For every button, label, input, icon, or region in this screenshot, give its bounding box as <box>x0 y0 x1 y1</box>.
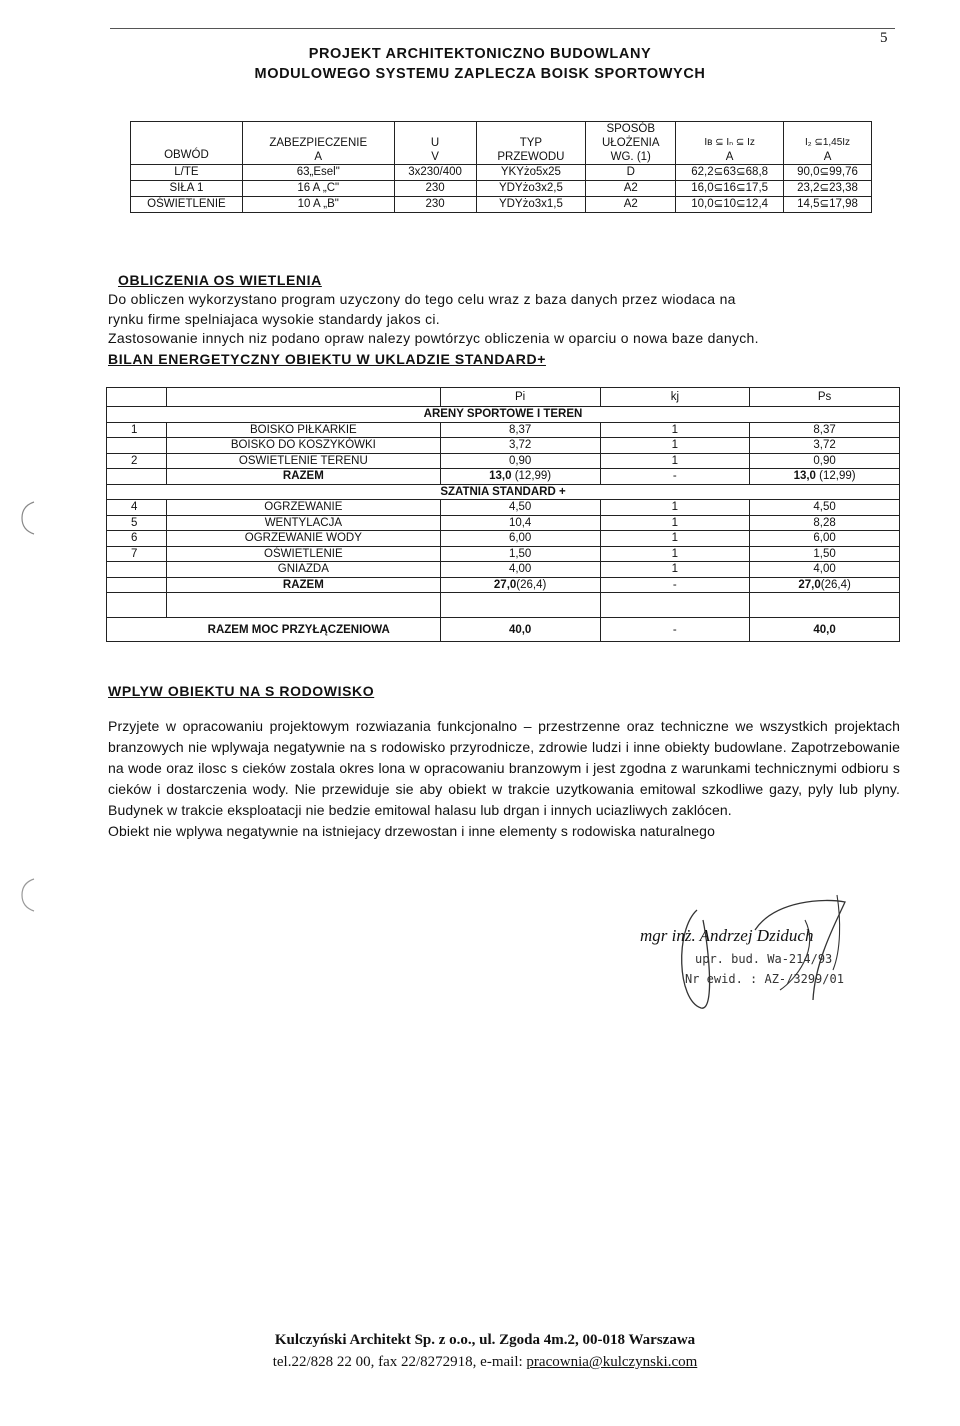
row-number <box>107 562 167 578</box>
row-pi: 3,72 <box>440 438 600 454</box>
row-kj: 1 <box>600 453 750 469</box>
cell: L/TE <box>131 165 243 181</box>
environment-paragraph-1: Przyjete w opracowaniu projektowym rozwiazania funkcjonalno – przestrzenne oraz techniczne we wszystkich projektach branzowych nie wplywaja negatywnie na s rodowisko przyrodnicze, zdrowie ludzi i inne obiekty budowlane. Zapotrzebowanie na wode oraz ilosc s cieków zostala okres lona w opracowaniu branzowym i jest zgodna z warunkami technicznymi odbioru s cieków i dostarczenia wody. Nie przewiduje sie aby obiekt w trakcie uzytkowania emitowal szkodliwe gazy, pyly lub plyny. Budynek w trakcie eksploatacji nie bedzie emitowal halasu lub drgan i innych uciazliwych zaklócen. <box>108 718 900 818</box>
col-sposob-sub1: UŁOŻENIA <box>602 137 660 149</box>
sum-ps-exact: (12,99) <box>819 470 856 482</box>
sum-kj: - <box>600 577 750 593</box>
sum-ps <box>750 577 900 593</box>
row-number: 2 <box>107 453 167 469</box>
signature-registry: Nr ewid. : AZ-/3299/01 <box>685 972 844 986</box>
energy-table <box>106 387 900 642</box>
row-name: OŚWIETLENIE <box>166 546 440 562</box>
row-kj: 1 <box>600 500 750 516</box>
footer-phone-fax: tel.22/828 22 00, fax 22/8272918, e-mail: <box>272 1354 527 1370</box>
sum-pi-exact: (26,4) <box>516 578 547 591</box>
energy-row <box>107 515 900 531</box>
title-line-2: MODULOWEGO SYSTEMU ZAPLECZA BOISK SPORTOWYCH <box>254 66 706 82</box>
cell: YKYżo5x25 <box>476 165 586 181</box>
environment-text <box>108 716 900 842</box>
binder-hole-mark <box>18 498 38 538</box>
energy-row <box>107 531 900 547</box>
energy-row <box>107 438 900 454</box>
cell: SIŁA 1 <box>131 181 243 197</box>
col-i2-unit: A <box>823 151 832 163</box>
cell: 3x230/400 <box>394 165 476 181</box>
sum-label: RAZEM <box>166 577 440 593</box>
row-pi: 4,00 <box>440 562 600 578</box>
col-u <box>394 122 476 165</box>
binder-hole-mark <box>18 875 38 915</box>
lighting-line: rynku firme spelniajaca wysokie standardy jakos ci. <box>108 310 440 327</box>
page-number: 5 <box>880 30 888 46</box>
col-u-label: U <box>430 137 440 149</box>
col-sposob-sub2: WG. (1) <box>610 151 651 163</box>
col-zabezpieczenie-unit: A <box>314 151 323 163</box>
row-name: OGRZEWANIE WODY <box>166 531 440 547</box>
row-name: GNIAZDA <box>166 562 440 578</box>
energy-header-row <box>107 388 900 407</box>
row-pi: 8,37 <box>440 422 600 438</box>
circuit-row <box>131 197 872 213</box>
col-typ-label: TYP <box>519 137 543 149</box>
row-number: 7 <box>107 546 167 562</box>
energy-heading: BILAN ENERGETYCZNY OBIEKTU W UKLADZIE STANDARD+ <box>108 351 546 367</box>
row-ps: 4,00 <box>750 562 900 578</box>
energy-row <box>107 453 900 469</box>
sum-label: RAZEM <box>166 469 440 485</box>
signature-stamp <box>605 890 895 1020</box>
row-ps: 0,90 <box>750 453 900 469</box>
col-obwod: OBWÓD <box>131 122 243 165</box>
energy-row <box>107 562 900 578</box>
footer <box>170 1329 800 1373</box>
circuit-table <box>130 121 872 213</box>
cell: 63„Esel" <box>242 165 394 181</box>
sum-pi <box>440 469 600 485</box>
row-ps: 6,00 <box>750 531 900 547</box>
row-name: WENTYLACJA <box>166 515 440 531</box>
col-ib-in-iz-label: Iʙ ⊆ Iₙ ⊆ Iᴢ <box>704 137 755 148</box>
sum-pi-exact: (12,99) <box>514 470 552 482</box>
col-pi: Pi <box>440 388 600 407</box>
row-number: 4 <box>107 500 167 516</box>
environment-paragraph-2: Obiekt nie wplywa negatywnie na istniejacy drzewostan i inne elementy s rodowiska naturalnego <box>108 823 715 839</box>
cell: 16 A „C" <box>242 181 394 197</box>
row-number: 1 <box>107 422 167 438</box>
footer-contact <box>170 1351 800 1373</box>
circuit-row <box>131 165 872 181</box>
sum-ps-exact: (26,4) <box>820 578 851 591</box>
cell: A2 <box>586 197 676 213</box>
col-u-unit: V <box>431 151 439 163</box>
row-kj: 1 <box>600 531 750 547</box>
lighting-line: Do obliczen wykorzystano program uzyczony do tego celu wraz z baza danych przez wiodaca na <box>108 291 736 307</box>
sum-ps-value: 27,0 <box>798 578 821 591</box>
row-kj: 1 <box>600 515 750 531</box>
sum-pi-value: 13,0 <box>489 470 512 482</box>
sum-pi <box>440 577 600 593</box>
col-kj: kj <box>600 388 750 407</box>
cell: A2 <box>586 181 676 197</box>
document-title <box>150 44 810 84</box>
row-kj: 1 <box>600 546 750 562</box>
row-name: OSWIETLENIE TERENU <box>166 453 440 469</box>
total-kj: - <box>600 618 750 642</box>
col-typ <box>476 122 586 165</box>
cell: 14,5⊆17,98 <box>784 197 872 213</box>
energy-row <box>107 500 900 516</box>
sum-pi-value: 27,0 <box>493 578 517 591</box>
row-ps: 3,72 <box>750 438 900 454</box>
row-pi: 10,4 <box>440 515 600 531</box>
circuit-row <box>131 181 872 197</box>
col-zabezpieczenie-label: ZABEZPIECZENIE <box>269 137 368 149</box>
cell: 10 A „B" <box>242 197 394 213</box>
row-kj: 1 <box>600 438 750 454</box>
col-ps: Ps <box>750 388 900 407</box>
row-ps: 1,50 <box>750 546 900 562</box>
row-ps: 4,50 <box>750 500 900 516</box>
cell: 62,2⊆63⊆68,8 <box>676 165 784 181</box>
header-rule <box>110 28 895 29</box>
row-kj: 1 <box>600 562 750 578</box>
lighting-text <box>108 290 908 349</box>
sum-ps-value: 13,0 <box>793 470 816 482</box>
row-name: BOISKO PIŁKARKIE <box>166 422 440 438</box>
lighting-line: Zastosowanie innych niz podano opraw nalezy powtórzyc obliczenia w oparciu o nowa baze danych. <box>108 330 759 346</box>
col-zabezpieczenie <box>242 122 394 165</box>
cell: 10,0⊆10⊆12,4 <box>676 197 784 213</box>
col-i2-label: I₂ ⊆1,45Iᴢ <box>805 137 851 148</box>
title-line-1: PROJEKT ARCHITEKTONICZNO BUDOWLANY <box>308 46 652 62</box>
signature-name: mgr inż. Andrzej Dziduch <box>640 926 814 945</box>
cell: YDYżo3x1,5 <box>476 197 586 213</box>
footer-email-link[interactable]: pracownia@kulczynski.com <box>526 1354 698 1370</box>
row-number: 5 <box>107 515 167 531</box>
section-arena: ARENY SPORTOWE I TEREN <box>107 407 900 423</box>
cell: D <box>586 165 676 181</box>
cell: 230 <box>394 197 476 213</box>
cell: 230 <box>394 181 476 197</box>
row-kj: 1 <box>600 422 750 438</box>
row-number: 6 <box>107 531 167 547</box>
cell: OŚWIETLENIE <box>131 197 243 213</box>
row-number <box>107 438 167 454</box>
section-locker: SZATNIA STANDARD + <box>107 484 900 500</box>
cell: YDYżo3x2,5 <box>476 181 586 197</box>
energy-sum-row <box>107 577 900 593</box>
energy-total-row <box>107 618 900 642</box>
cell: 23,2⊆23,38 <box>784 181 872 197</box>
cell: 90,0⊆99,76 <box>784 165 872 181</box>
row-pi: 4,50 <box>440 500 600 516</box>
cell: 16,0⊆16⊆17,5 <box>676 181 784 197</box>
col-i2 <box>784 122 872 165</box>
total-ps: 40,0 <box>750 618 900 642</box>
total-pi: 40,0 <box>440 618 600 642</box>
lighting-heading: OBLICZENIA OS WIETLENIA <box>118 272 322 288</box>
sum-kj: - <box>600 469 750 485</box>
row-pi: 0,90 <box>440 453 600 469</box>
col-typ-sub: PRZEWODU <box>497 151 565 163</box>
total-label: RAZEM MOC PRZYŁĄCZENIOWA <box>107 618 441 642</box>
energy-row <box>107 546 900 562</box>
energy-row <box>107 422 900 438</box>
signature-license: upr. bud. Wa-214/93 <box>695 952 833 966</box>
col-sposob <box>586 122 676 165</box>
row-name: OGRZEWANIE <box>166 500 440 516</box>
environment-heading: WPLYW OBIEKTU NA S RODOWISKO <box>108 683 375 699</box>
energy-sum-row <box>107 469 900 485</box>
footer-company: Kulczyński Architekt Sp. z o.o., ul. Zgoda 4m.2, 00-018 Warszawa <box>274 1332 696 1348</box>
row-name: BOISKO DO KOSZYKÓWKI <box>166 438 440 454</box>
col-sposob-label: SPOSÓB <box>606 123 656 135</box>
col-ib-in-iz-unit: A <box>725 151 734 163</box>
energy-section-row <box>107 407 900 423</box>
col-ib-in-iz <box>676 122 784 165</box>
energy-section-row <box>107 484 900 500</box>
row-pi: 6,00 <box>440 531 600 547</box>
sum-ps <box>750 469 900 485</box>
row-pi: 1,50 <box>440 546 600 562</box>
row-ps: 8,28 <box>750 515 900 531</box>
row-ps: 8,37 <box>750 422 900 438</box>
